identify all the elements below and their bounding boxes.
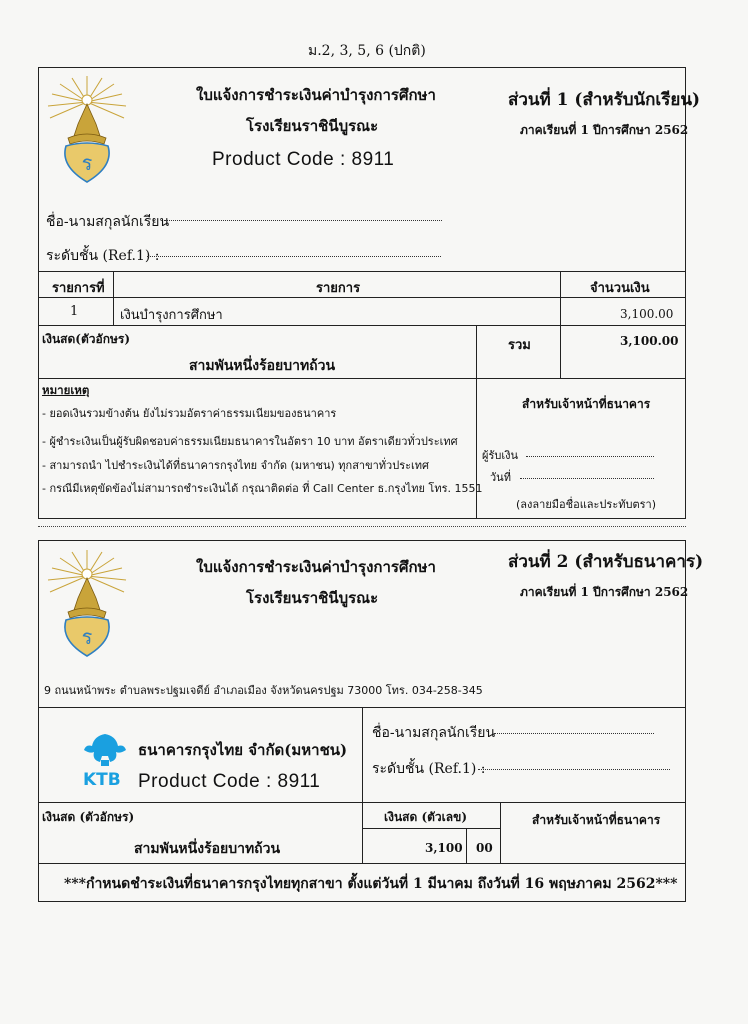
part2-title: ใบแจ้งการชำระเงินค่าบำรุงการศึกษา xyxy=(196,558,436,576)
cash-num-label: เงินสด (ตัวเลข) xyxy=(384,810,468,824)
form-code: ม.2, 3, 5, 6 (ปกติ) xyxy=(308,43,426,59)
part2-bank-officer-title: สำหรับเจ้าหน้าที่ธนาคาร xyxy=(532,813,661,827)
part1-term: ภาคเรียนที่ 1 ปีการศึกษา 2562 xyxy=(520,123,689,137)
bank-name: ธนาคารกรุงไทย จำกัด(มหาชน) xyxy=(138,741,348,759)
school-crest-icon xyxy=(44,548,130,660)
part1-total: 3,100.00 xyxy=(620,334,679,348)
receiver-label: ผู้รับเงิน xyxy=(482,449,518,462)
amount-baht: 3,100 xyxy=(425,841,463,855)
table-header-item: รายการ xyxy=(316,281,361,296)
table-cell-amount: 3,100.00 xyxy=(620,307,674,321)
svg-text:ร: ร xyxy=(81,625,93,649)
part1-name-field[interactable] xyxy=(164,220,442,221)
date-label: วันที่ xyxy=(490,471,511,484)
part2-name-label: ชื่อ-นามสกุลนักเรียน xyxy=(372,725,496,741)
part2-term: ภาคเรียนที่ 1 ปีการศึกษา 2562 xyxy=(520,585,689,599)
part1-cash-words: สามพันหนึ่งร้อยบาทถ้วน xyxy=(189,358,336,374)
svg-text:ร: ร xyxy=(81,151,93,175)
part2-name-field[interactable] xyxy=(494,733,654,734)
part1-cash-words-label: เงินสด(ตัวอักษร) xyxy=(42,332,130,346)
ktb-logo-text: KTB xyxy=(83,770,121,790)
cut-line xyxy=(38,526,686,527)
part1-total-label: รวม xyxy=(508,338,531,353)
part1-bank-officer-title: สำหรับเจ้าหน้าที่ธนาคาร xyxy=(522,397,651,411)
part1-title: ใบแจ้งการชำระเงินค่าบำรุงการศึกษา xyxy=(196,86,436,104)
note-item: - กรณีมีเหตุขัดข้องไม่สามารถชำระเงินได้ กรุณาติดต่อ ที่ Call Center ธ.กรุงไทย โทร. 1551 xyxy=(42,482,483,495)
note-item: - ผู้ชำระเงินเป็นผู้รับผิดชอบค่าธรรมเนียมธนาคารในอัตรา 10 บาท อัตราเดียวทั่วประเทศ xyxy=(42,435,458,448)
table-header-amount: จำนวนเงิน xyxy=(590,281,650,296)
part2-school-name: โรงเรียนราชินีบูรณะ xyxy=(246,589,379,607)
part2-cash-words-label: เงินสด (ตัวอักษร) xyxy=(42,810,135,824)
part2-ref-label: ระดับชั้น (Ref.1) : xyxy=(372,761,486,777)
part1-name-label: ชื่อ-นามสกุลนักเรียน xyxy=(46,214,170,230)
part1-ref-field[interactable] xyxy=(147,256,441,257)
school-address: 9 ถนนหน้าพระ ตำบลพระปฐมเจดีย์ อำเภอเมือง จังหวัดนครปฐม 73000 โทร. 034-258-345 xyxy=(44,684,483,697)
payment-deadline: ***กำหนดชำระเงินที่ธนาคารกรุงไทยทุกสาขา ตั้งแต่วันที่ 1 มีนาคม ถึงวันที่ 16 พฤษภาคม 2562*** xyxy=(64,876,678,892)
table-cell-item: เงินบำรุงการศึกษา xyxy=(120,308,223,323)
part2-cash-words: สามพันหนึ่งร้อยบาทถ้วน xyxy=(134,841,281,857)
part1-product-code: Product Code : 8911 xyxy=(212,149,395,170)
school-crest-icon xyxy=(44,74,130,186)
part1-ref-label: ระดับชั้น (Ref.1) : xyxy=(46,248,160,264)
signature-label: (ลงลายมือชื่อและประทับตรา) xyxy=(516,498,656,511)
table-cell-no: 1 xyxy=(70,304,79,319)
amount-satang: 00 xyxy=(476,841,493,855)
part2-product-code: Product Code : 8911 xyxy=(138,771,321,792)
date-field[interactable] xyxy=(520,478,654,479)
part1-part-label: ส่วนที่ 1 (สำหรับนักเรียน) xyxy=(508,90,700,110)
notes-title: หมายเหตุ xyxy=(42,383,90,397)
note-item: - ยอดเงินรวมข้างต้น ยังไม่รวมอัตราค่าธรรมเนียมของธนาคาร xyxy=(42,407,337,420)
receiver-field[interactable] xyxy=(526,456,654,457)
part2-ref-field[interactable] xyxy=(478,769,670,770)
note-item: - สามารถนำ ไปชำระเงินได้ที่ธนาคารกรุงไทย จำกัด (มหาชน) ทุกสาขาทั่วประเทศ xyxy=(42,459,429,472)
part2-part-label: ส่วนที่ 2 (สำหรับธนาคาร) xyxy=(508,552,704,572)
part1-school-name: โรงเรียนราชินีบูรณะ xyxy=(246,117,379,135)
table-header-item-no: รายการที่ xyxy=(52,281,105,296)
